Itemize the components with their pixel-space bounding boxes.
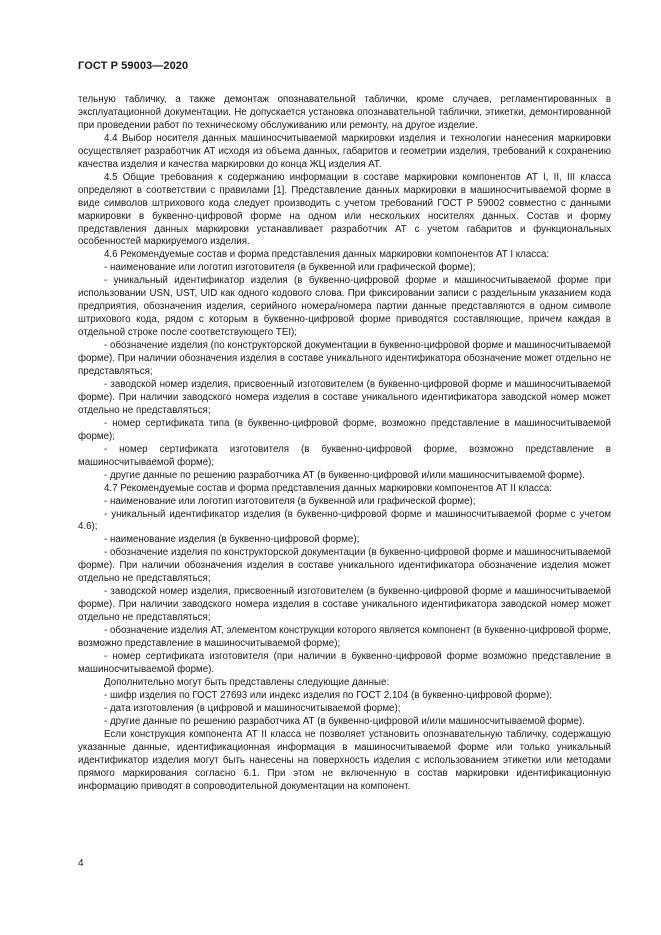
list-item: - уникальный идентификатор изделия (в буквенно-цифровой форме и машиносчитываемой форме с учетом 4.6);	[78, 508, 611, 533]
list-item: - номер сертификата изготовителя (при наличии в буквенно-цифровой форме возможно представление в машиносчитываемой форме).	[78, 650, 611, 675]
paragraph-4-5: 4.5 Общие требования к содержанию информации в составе маркировки компонентов АТ I, II, III класса определяют в соответствии с правилами [1]. Представление данных маркировки в машиносчитываемой форме в виде символов штрихового кода следует производить с учетом требований ГОСТ Р 59002 совместно с данными маркировки в буквенно-цифровой форме на одном или нескольких носителях данных. Состав и форму представления данных маркировки устанавливает разработчик АТ с учетом габаритов и функциональных особенностей маркируемого изделия.	[78, 171, 611, 248]
list-item: - обозначение изделия (по конструкторской документации в буквенно-цифровой форме и машиносчитываемой форме). При наличии обозначения изделия в составе уникального идентификатора обозначение может отдельно не представляться;	[78, 340, 611, 378]
list-item: - уникальный идентификатор изделия (в буквенно-цифровой форме и машиносчитываемой форме при использовании USN, UST, UID как одного кодового слова. При фиксировании записи с раздельным указанием кода предприятия, обозначения изделия, серийного номера/номера партии данные представляются в одном символе штрихового кода, рядом с которым в буквенно-цифровой форме приводятся составляющие, причем каждая в отдельной строке после соответствующего TEI);	[78, 275, 611, 339]
list-item: - другие данные по решению разработчика АТ (в буквенно-цифровой и/или машиносчитываемой форме).	[104, 715, 585, 727]
list-item: - номер сертификата изготовителя (в буквенно-цифровой форме, возможно представление в машиносчитываемой форме);	[78, 443, 611, 468]
paragraph-class-ii-note: Если конструкция компонента АТ II класса не позволяет установить опознавательную табличку, содержащую указанные данные, идентификационная информация в машиносчитываемой форме или только уникальный идентификатор изделия могут быть нанесены на поверхность изделия с использованием этикетки или методами прямого маркирования согласно 6.1. При этом не включенную в состав маркировки идентификационную информацию приводят в сопроводительной документации на компонент.	[78, 728, 611, 792]
list-item: - обозначение изделия АТ, элементом конструкции которого является компонент (в буквенно-цифровой форме, возможно представление в машиносчитываемой форме);	[78, 625, 611, 650]
list-item: - наименование изделия (в буквенно-цифровой форме);	[104, 534, 360, 546]
document-header: ГОСТ Р 59003—2020	[78, 60, 189, 72]
list-item: - номер сертификата типа (в буквенно-цифровой форме, возможно представление в машиносчитываемой форме);	[78, 417, 611, 442]
list-item: - дата изготовления (в цифровой и машиносчитываемой форме);	[104, 702, 401, 714]
list-item: - обозначение изделия по конструкторской документации (в буквенно-цифровой форме и машиносчитываемой форме). При наличии обозначения изделия в составе уникального идентификатора обозначение изделия может отдельно не представляться;	[78, 547, 611, 585]
list-item: - заводской номер изделия, присвоенный изготовителем (в буквенно-цифровой форме и машиносчитываемой форме). При наличии заводского номера изделия в составе уникального идентификатора заводской номер может отдельно не представляться;	[78, 586, 611, 624]
list-item: - наименование или логотип изготовителя (в буквенной или графической форме);	[104, 262, 476, 274]
paragraph-4-6: 4.6 Рекомендуемые состав и форма представления данных маркировки компонентов АТ I класса:	[104, 249, 550, 261]
paragraph-4-7: 4.7 Рекомендуемые состав и форма представления данных маркировки компонентов АТ II класса:	[104, 482, 552, 494]
page-number: 4	[78, 858, 84, 869]
document-body	[78, 94, 611, 793]
list-item: - наименование или логотип изготовителя (в буквенной или графической форме);	[104, 495, 476, 507]
paragraph-additional-data: Дополнительно могут быть представлены следующие данные:	[104, 676, 390, 688]
paragraph-continuation: тельную табличку, а также демонтаж опознавательной таблички, кроме случаев, регламентированных в эксплуатационной документации. Не допускается установка опознавательной таблички, этикетки, демонтированной при проведении работ по техническому обслуживанию или ремонту, на другое изделие.	[78, 94, 611, 131]
list-item: - шифр изделия по ГОСТ 27693 или индекс изделия по ГОСТ 2.104 (в буквенно-цифровой форме);	[104, 689, 553, 701]
paragraph-4-4: 4.4 Выбор носителя данных машиносчитываемой маркировки изделия и технологии нанесения маркировки осуществляет разработчик АТ исходя из объема данных, габаритов и геометрии изделия, требований к сохранению качества изделия и качества маркировки до конца ЖЦ изделия АТ.	[78, 132, 611, 170]
list-item: - другие данные по решению разработчика АТ (в буквенно-цифровой и/или машиносчитываемой форме).	[104, 469, 585, 481]
list-item: - заводской номер изделия, присвоенный изготовителем (в буквенно-цифровой форме и машиносчитываемой форме). При наличии заводского номера изделия в составе уникального идентификатора заводской номер может отдельно не представляться;	[78, 378, 611, 416]
